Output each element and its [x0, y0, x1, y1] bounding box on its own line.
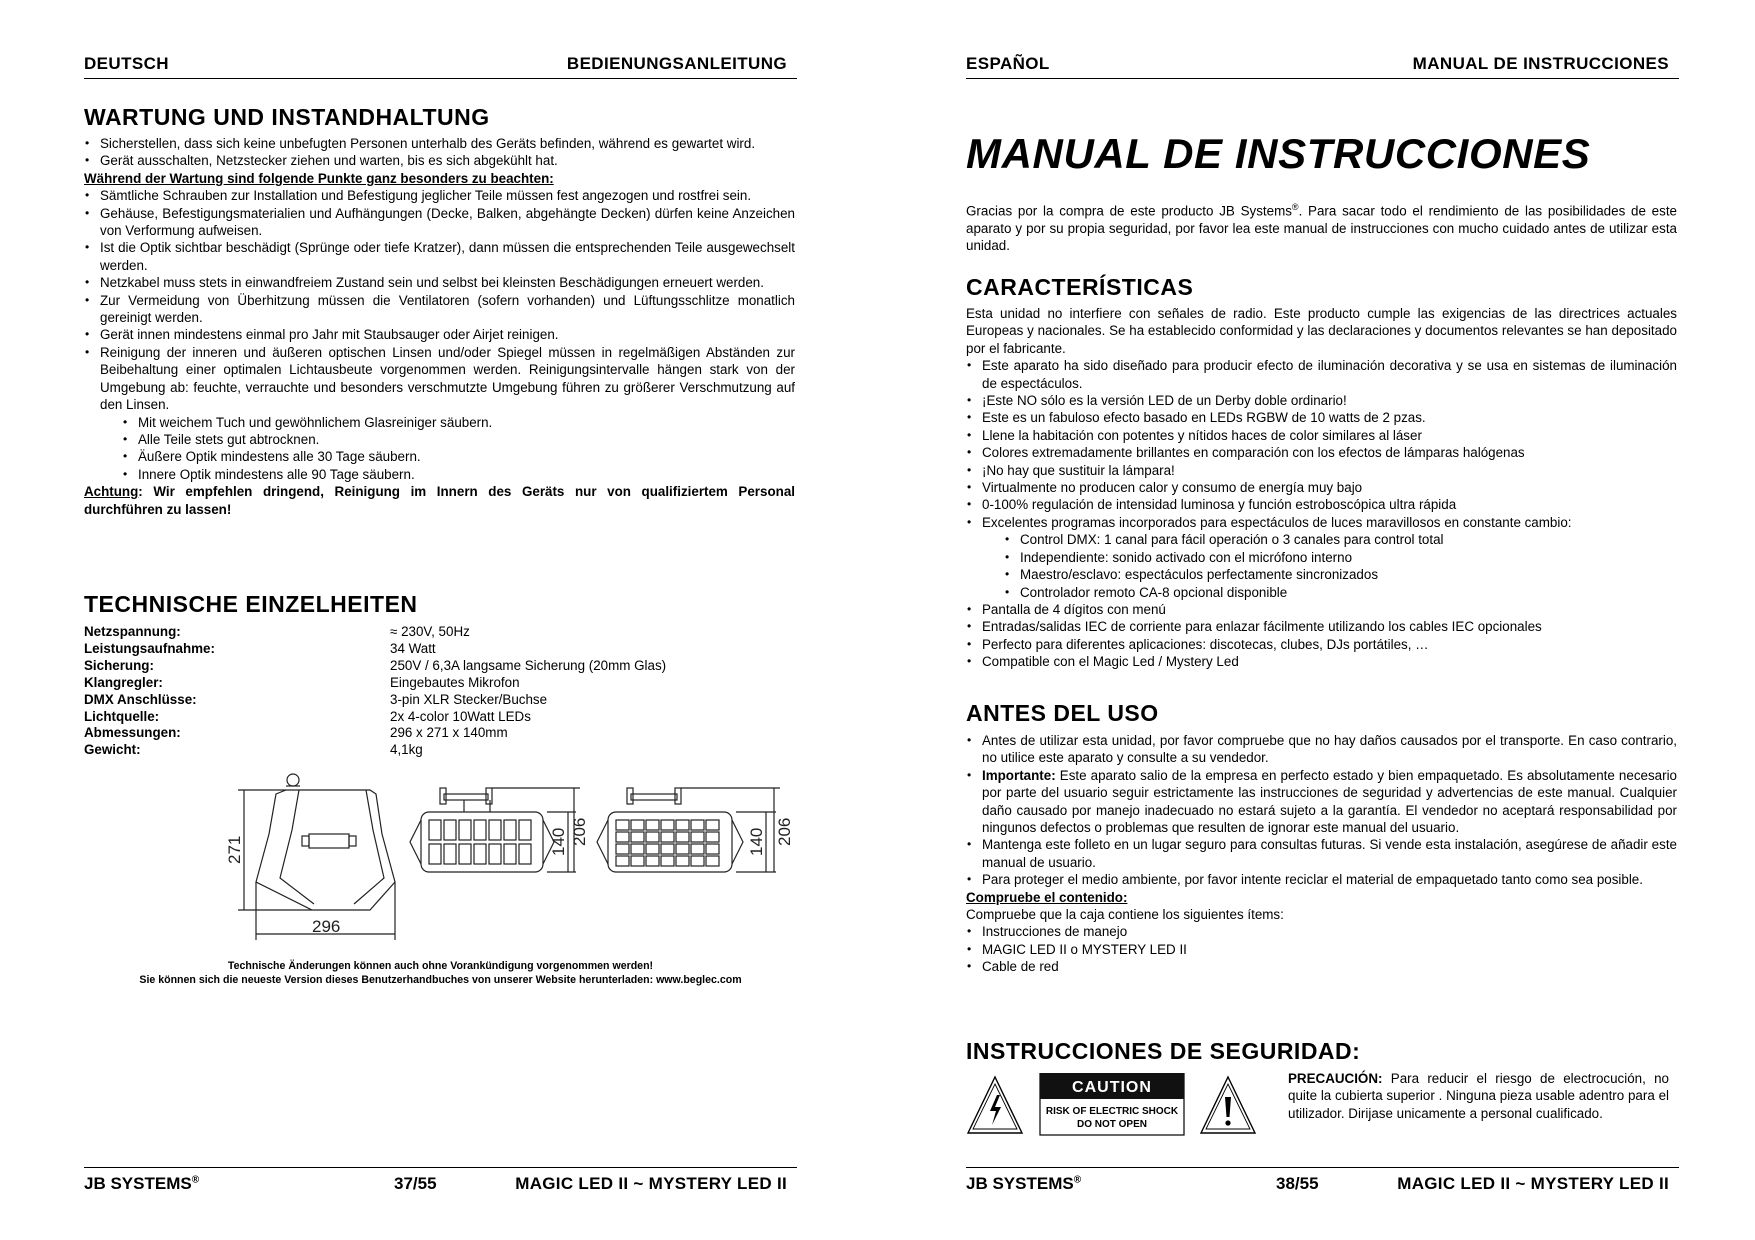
footer-product: MAGIC LED II ~ MYSTERY LED II: [515, 1174, 787, 1193]
section-heading-seguridad: INSTRUCCIONES DE SEGURIDAD:: [966, 1038, 1361, 1064]
page-footer: [84, 1167, 797, 1198]
side-view-2-leds: [616, 820, 719, 866]
intro-text-a: Gracias por la compra de este producto JB Systems: [966, 203, 1292, 219]
side-view-1-leds: [429, 820, 531, 864]
list-item: • Sämtliche Schrauben zur Installation und Befestigung jeglicher Teile müssen fest angezogen und rostfrei sein.: [84, 187, 795, 204]
sub-list-item: • Control DMX: 1 canal para fácil operación o 3 canales para control total: [1004, 531, 1677, 548]
list-item: • Cable de red: [966, 958, 1677, 975]
list-item: • Gerät innen mindestens einmal pro Jahr mit Staubsauger oder Airjet reinigen.: [84, 326, 795, 343]
footer-brand-text: JB SYSTEMS: [966, 1174, 1074, 1193]
list-item: • Antes de utilizar esta unidad, por favor compruebe que no hay daños causados por el transporte. En caso contrario, no utilice este aparato y consulte a su vendedor.: [966, 732, 1677, 767]
sub-list-item: • Alle Teile stets gut abtrocknen.: [122, 431, 795, 448]
caution-word: CAUTION: [1072, 1079, 1152, 1096]
right-page: [966, 0, 1679, 1240]
dim-label-140-a: 140: [549, 827, 568, 856]
antes-body: [966, 732, 1677, 976]
spec-value: 250V / 6,3A langsame Sicherung (20mm Glas): [390, 657, 667, 673]
spec-row: [84, 675, 666, 692]
document-title: MANUAL DE INSTRUCCIONES: [966, 130, 1591, 177]
page-footer: [966, 1167, 1679, 1198]
list-item: • Reinigung der inneren und äußeren optischen Linsen und/oder Spiegel müssen in regelmäßigen Abständen zur Beibehaltung einer optimalen Lichtausbeute vorgenommen werden. Reinigungsintervalle hängen stark von der Umgebung ab: feuchte, verrauchte und besonders verschmutzte Umgebung führen zu größerer Verschmutzung auf den Linsen.: [84, 344, 795, 414]
list-item: • Ist die Optik sichtbar beschädigt (Sprünge oder tiefe Kratzer), dann müssen die entsprechenden Teile ausgewechselt werden.: [84, 239, 795, 274]
list-item: • Zur Vermeidung von Überhitzung müssen die Ventilatoren (sofern vorhanden) und Lüftungsschlitze monatlich gereinigt werden.: [84, 292, 795, 327]
list-item: • Perfecto para diferentes aplicaciones: discotecas, clubes, DJs portátiles, …: [966, 636, 1677, 653]
spec-key: Lichtquelle:: [84, 708, 160, 724]
revision-note: [84, 960, 797, 987]
important-text: Este aparato salio de la empresa en perfecto estado y bien empaquetado. Es absolutamente necesario por parte del usuario seguir estrictamente las instrucciones de seguridad y advertencias de este manual. Cualquier daño causado por manejo inadecuado no estará sujeto a la garantía. El vendedor no aceptará responsabilidad por ningunos defectos o problemas que resulten de ignorar este manual del usuario.: [982, 767, 1677, 836]
list-item: • Gerät ausschalten, Netzstecker ziehen und warten, bis es sich abgekühlt hat.: [84, 152, 795, 169]
warning-paragraph: [84, 483, 795, 518]
warning-label: Achtung: [84, 484, 139, 500]
dim-label-271: 271: [225, 835, 244, 864]
warning-text: : Wir empfehlen dringend, Reinigung im Innern des Geräts nur von qualifiziertem Personal durchführen zu lassen!: [84, 484, 795, 517]
sub-list-item: • Mit weichem Tuch und gewöhnlichem Glasreiniger säubern.: [122, 414, 795, 431]
list-item: • Excelentes programas incorporados para espectáculos de luces maravillosos en constante cambio:: [966, 514, 1677, 531]
caution-risk-line-2: DO NOT OPEN: [1076, 1119, 1148, 1130]
intro-paragraph: [966, 199, 1677, 255]
list-item: • 0-100% regulación de intensidad luminosa y función estroboscópica ultra rápida: [966, 496, 1677, 513]
spec-row: [84, 658, 666, 675]
spec-value: 4,1kg: [390, 742, 423, 758]
caracteristicas-paragraph: Esta unidad no interfiere con señales de radio. Este producto cumple las exigencias de las directrices actuales Europeas y nacionales. Se ha establecido conformidad y las declaraciones y documentos relevantes se han depositado por el fabricante.: [966, 306, 1677, 356]
list-item: • Entradas/salidas IEC de corriente para enlazar fácilmente utilizando los cables IEC opcionales: [966, 618, 1677, 635]
list-item: • Instrucciones de manejo: [966, 923, 1677, 940]
list-item: • Virtualmente no producen calor y consumo de energía muy bajo: [966, 479, 1677, 496]
section-heading-antes: ANTES DEL USO: [966, 700, 1159, 726]
spec-key: Abmessungen:: [84, 725, 181, 741]
page-header: [966, 54, 1679, 79]
sub-list-item: • Maestro/esclavo: espectáculos perfectamente sincronizados: [1004, 566, 1677, 583]
wartung-body: [84, 135, 795, 518]
side-view-1-housing: [421, 812, 543, 872]
spec-table: [84, 624, 666, 759]
front-bracket: [309, 834, 349, 848]
spec-row: [84, 742, 666, 759]
spec-row: [84, 709, 666, 726]
spec-row: [84, 725, 666, 742]
footer-brand: [84, 1174, 199, 1194]
sub-list-item: • Äußere Optik mindestens alle 30 Tage säubern.: [122, 448, 795, 465]
sub-list-item: • Innere Optik mindestens alle 90 Tage säubern.: [122, 466, 795, 483]
list-item: • Colores extremadamente brillantes en comparación con los efectos de lámparas halógenas: [966, 444, 1677, 461]
registered-mark: ®: [1073, 1174, 1082, 1186]
spec-value: 34 Watt: [390, 640, 436, 656]
spec-row: [84, 624, 666, 641]
section-heading-caracteristicas: CARACTERÍSTICAS: [966, 274, 1194, 300]
list-item: • Mantenga este folleto en un lugar seguro para consultas futuras. Si vende esta instalación, asegúrese de añadir este manual de usuario.: [966, 836, 1677, 871]
list-item: • ¡Este NO sólo es la versión LED de un Derby doble ordinario!: [966, 392, 1677, 409]
caution-risk-line-1: RISK OF ELECTRIC SHOCK: [1045, 1106, 1179, 1117]
dim-label-206-b: 206: [775, 817, 794, 846]
footer-page-number: 37/55: [394, 1174, 437, 1193]
dimension-drawing: [144, 772, 834, 948]
list-item: • ¡No hay que sustituir la lámpara!: [966, 462, 1677, 479]
spec-value: ≈ 230V, 50Hz: [390, 624, 470, 639]
section-heading-technik: TECHNISCHE EINZELHEITEN: [84, 591, 418, 617]
hanging-ring: [287, 774, 299, 786]
caution-label: [1040, 1073, 1184, 1135]
dim-label-206-a: 206: [570, 817, 589, 846]
header-title: BEDIENUNGSANLEITUNG: [566, 54, 787, 73]
registered-mark: ®: [1291, 202, 1299, 212]
spec-value: 296 x 271 x 140mm: [390, 725, 508, 741]
list-item: [966, 767, 1677, 837]
check-contents-text: Compruebe que la caja contiene los siguientes ítems:: [966, 907, 1284, 923]
spec-value: 3-pin XLR Stecker/Buchse: [390, 691, 548, 707]
list-item: • Netzkabel muss stets in einwandfreiem Zustand sein und selbst bei kleinsten Beschädigungen erneuert werden.: [84, 274, 795, 291]
footer-brand: [966, 1174, 1081, 1194]
revision-note-line-2: Sie können sich die neueste Version dieses Benutzerhandbuches von unserer Website herunterladen: www.beglec.com: [139, 973, 742, 986]
list-item: • Gehäuse, Befestigungsmaterialien und Aufhängungen (Decke, Balken, abgehängte Decken) dürfen keine Anzeichen von Verformung aufweisen.: [84, 205, 795, 240]
list-item: • Sicherstellen, dass sich keine unbefugten Personen unterhalb des Geräts befinden, während es gewartet wird.: [84, 135, 795, 152]
precaution-text: Para reducir el riesgo de electrocución, no quite la cubierta superior . Ninguna pieza usable adentro para el utilizador. Dirijase unicamente a personal cualificado.: [1288, 1071, 1669, 1121]
list-item: • Compatible con el Magic Led / Mystery Led: [966, 653, 1677, 670]
section-heading-wartung: WARTUNG UND INSTANDHALTUNG: [84, 104, 490, 130]
dim-label-296: 296: [312, 917, 341, 936]
spec-value: Eingebautes Mikrofon: [390, 674, 520, 690]
maintenance-note-heading: Während der Wartung sind folgende Punkte ganz besonders zu beachten:: [84, 170, 554, 186]
spec-row: [84, 641, 666, 658]
important-label: Importante:: [982, 767, 1056, 783]
page-header: [84, 54, 797, 79]
spec-row: [84, 692, 666, 709]
header-language: ESPAÑOL: [966, 54, 1050, 73]
dim-label-140-b: 140: [747, 827, 766, 856]
spec-key: DMX Anschlüsse:: [84, 691, 197, 707]
header-language: DEUTSCH: [84, 54, 169, 73]
list-item: • Este aparato ha sido diseñado para producir efecto de iluminación decorativa y se usa en sistemas de iluminación de espectáculos.: [966, 357, 1677, 392]
footer-page-number: 38/55: [1276, 1174, 1319, 1193]
precaution-label: PRECAUCIÓN:: [1288, 1071, 1383, 1086]
footer-product: MAGIC LED II ~ MYSTERY LED II: [1397, 1174, 1669, 1193]
spec-key: Netzspannung:: [84, 624, 181, 639]
header-title: MANUAL DE INSTRUCCIONES: [1412, 54, 1669, 73]
spec-key: Klangregler:: [84, 674, 163, 690]
revision-note-line-1: Technische Änderungen können auch ohne Vorankündigung vorgenommen werden!: [227, 960, 654, 972]
intro-text-b: . Para sacar todo el rendimiento de las posibilidades de este aparato y por su propia seguridad, por favor lea este manual de instrucciones con mucho cuidado antes de utilizar esta unidad.: [966, 203, 1677, 254]
exclamation-warning-icon: [1201, 1077, 1255, 1133]
check-contents-heading: Compruebe el contenido:: [966, 889, 1128, 905]
front-housing-outline: [256, 790, 395, 910]
left-page: [84, 0, 797, 1240]
precaution-paragraph: [1288, 1070, 1669, 1122]
footer-brand-text: JB SYSTEMS: [84, 1174, 192, 1193]
spec-key: Gewicht:: [84, 742, 141, 758]
sub-list-item: • Independiente: sonido activado con el micrófono interno: [1004, 549, 1677, 566]
list-item: • MAGIC LED II o MYSTERY LED II: [966, 941, 1677, 958]
list-item: • Para proteger el medio ambiente, por favor intente reciclar el material de empaquetado tanto como sea posible.: [966, 871, 1677, 888]
list-item: • Llene la habitación con potentes y nítidos haces de color similares al láser: [966, 427, 1677, 444]
spec-value: 2x 4-color 10Watt LEDs: [390, 708, 531, 724]
lightning-warning-icon: [968, 1077, 1022, 1133]
sub-list-item: • Controlador remoto CA-8 opcional disponible: [1004, 584, 1677, 601]
spec-key: Sicherung:: [84, 657, 154, 673]
list-item: • Pantalla de 4 dígitos con menú: [966, 601, 1677, 618]
spec-key: Leistungsaufnahme:: [84, 640, 215, 656]
registered-mark: ®: [191, 1174, 200, 1186]
list-item: • Este es un fabuloso efecto basado en LEDs RGBW de 10 watts de 2 pzas.: [966, 409, 1677, 426]
caracteristicas-body: [966, 305, 1677, 671]
